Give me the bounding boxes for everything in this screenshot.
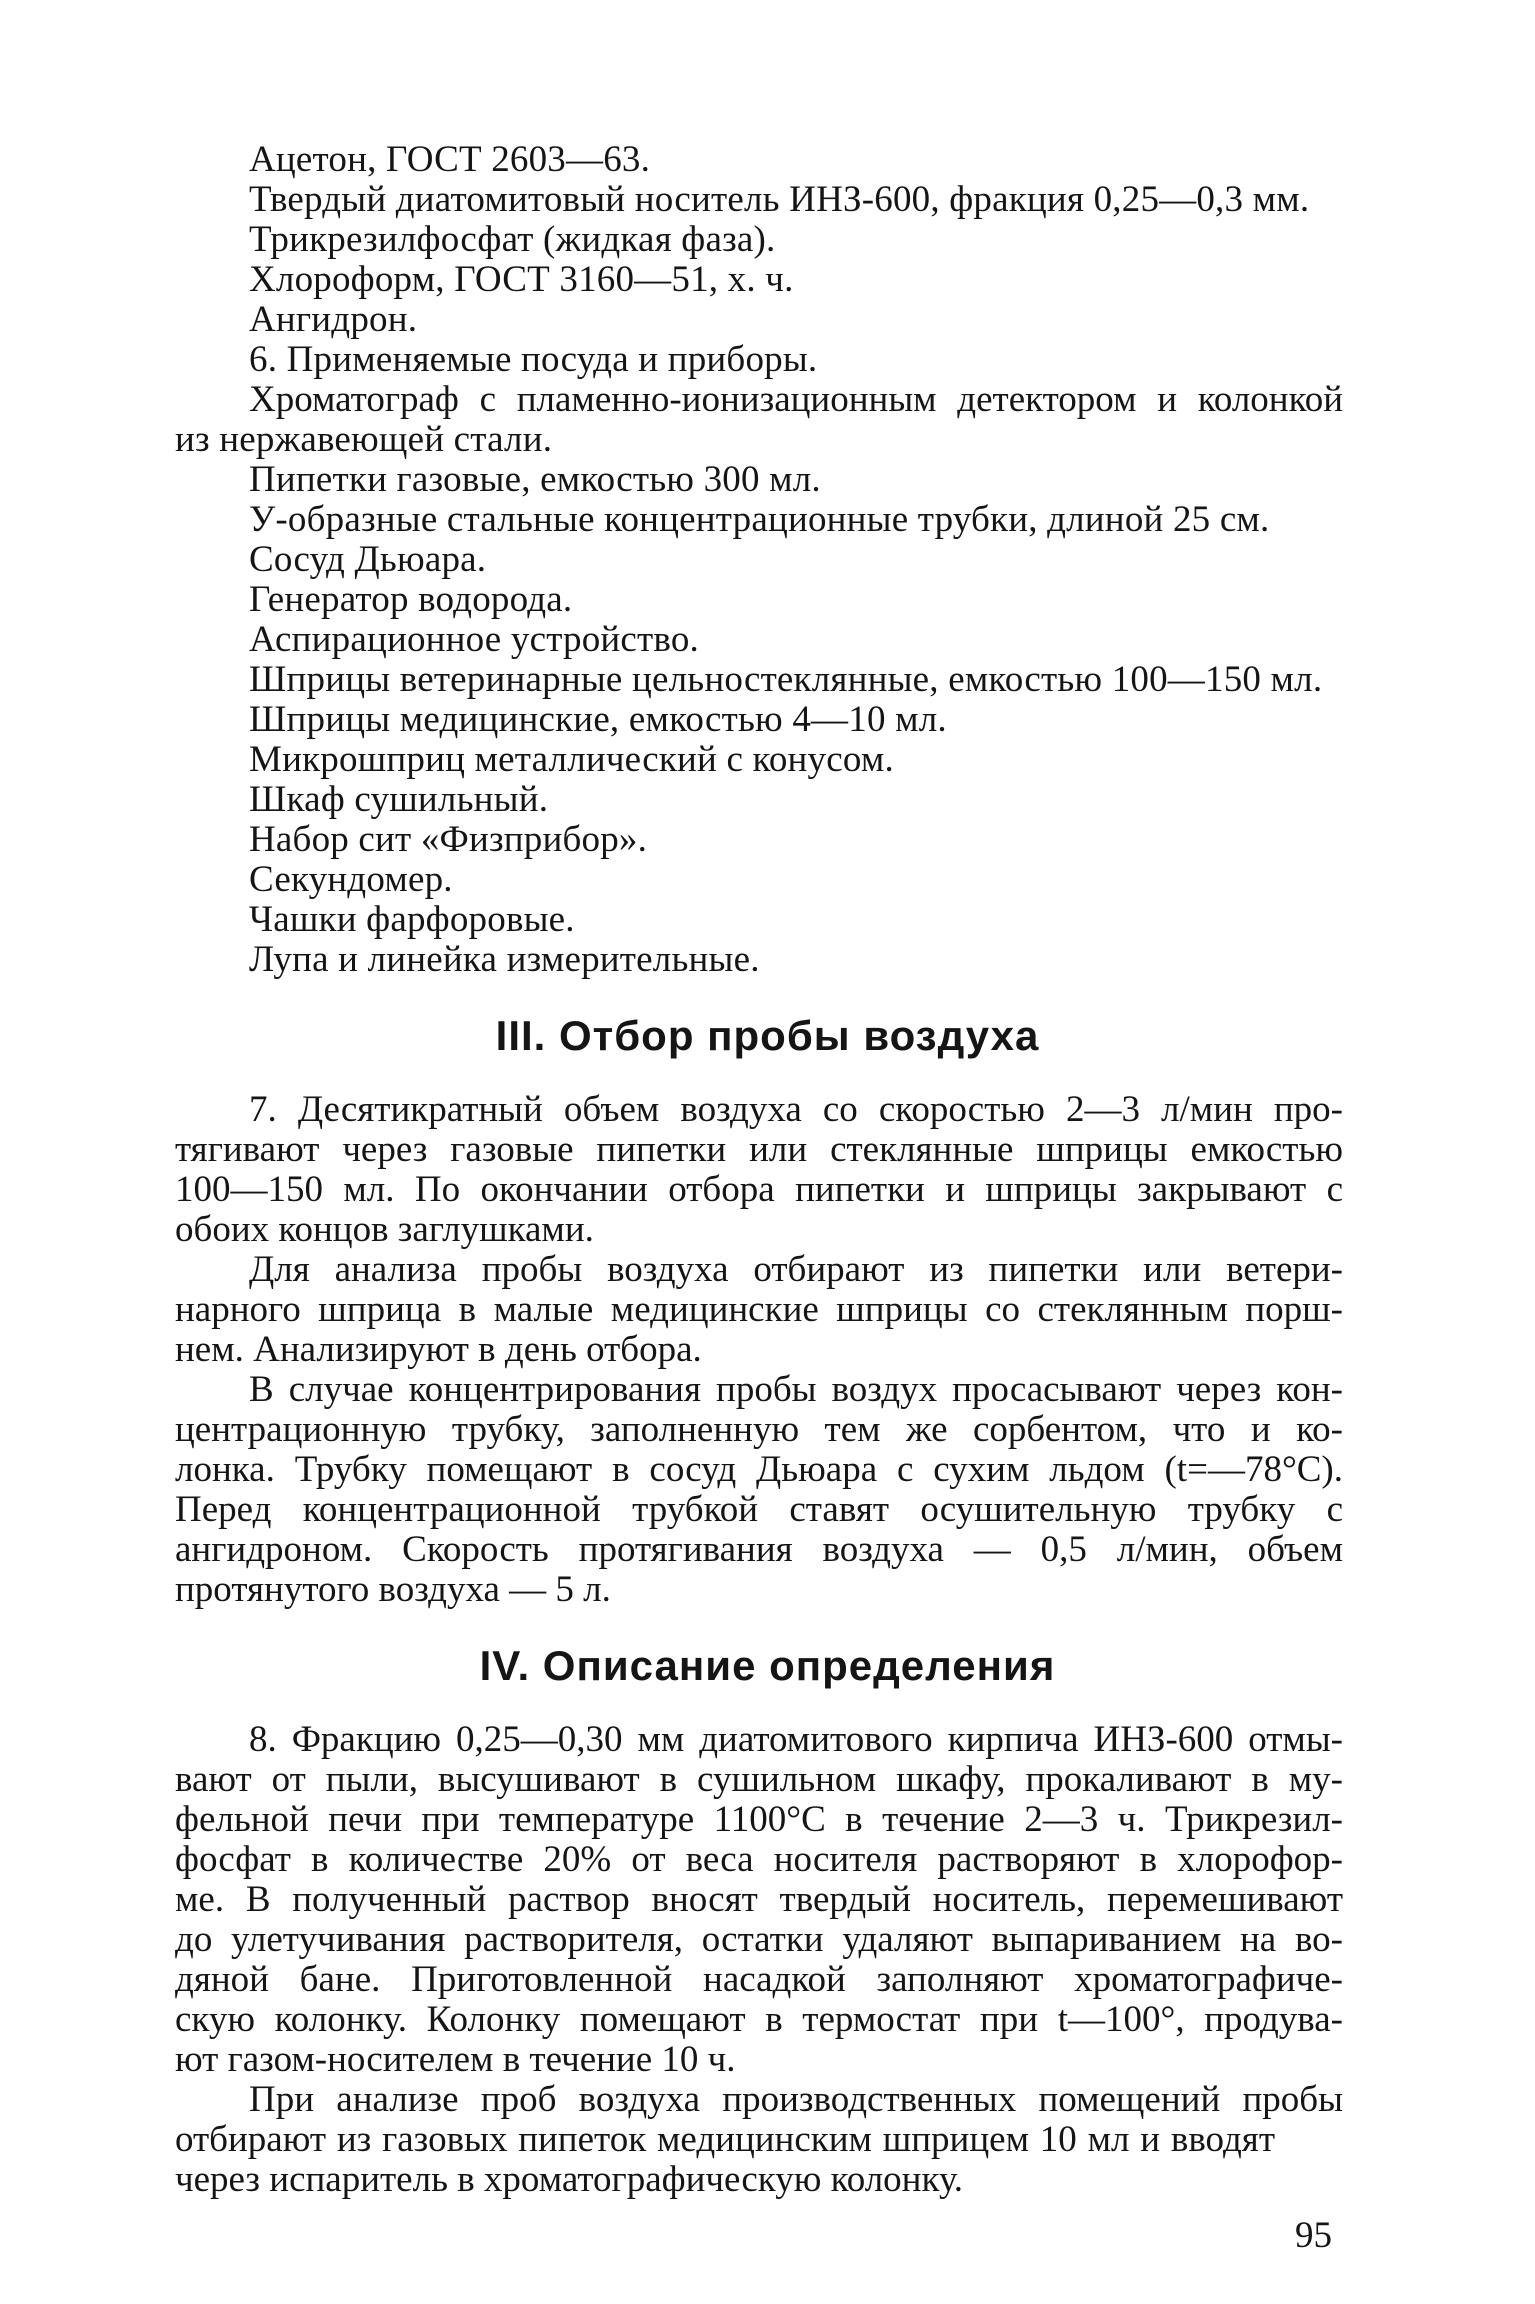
equipment-item: У-образные стальные концентрационные трубки, длиной 25 см. xyxy=(249,499,1270,540)
equipment-item: Секундомер. xyxy=(249,859,453,900)
section-4-p1-line: фельной печи при температуре 1100°С в течение 2—3 ч. Трикрезил- xyxy=(175,1799,1343,1840)
material-chloroform: Хлороформ, ГОСТ 3160—51, х. ч. xyxy=(249,259,794,300)
material-tricresylphosphate: Трикрезилфосфат (жидкая фаза). xyxy=(249,219,776,260)
section-6-title: 6. Применяемые посуда и приборы. xyxy=(249,339,818,380)
section-4-p2-line: отбирают из газовых пипеток медицинским шприцем 10 мл и вводят xyxy=(175,2119,1275,2160)
section-3-p3-line: ангидроном. Скорость протягивания воздуха — 0,5 л/мин, объем xyxy=(175,1529,1343,1570)
section-4-heading: IV. Описание определения xyxy=(479,1642,1056,1689)
equipment-item: Шприцы ветеринарные цельностеклянные, емкостью 100—150 мл. xyxy=(249,659,1323,700)
page-number: 95 xyxy=(1295,2215,1332,2256)
equipment-item: Шприцы медицинские, емкостью 4—10 мл. xyxy=(249,699,947,740)
equipment-item: Лупа и линейка измерительные. xyxy=(249,939,760,980)
section-4-p1-line: дяной бане. Приготовленной насадкой заполняют хроматографиче- xyxy=(175,1959,1343,2000)
section-3-p2-line: нарного шприца в малые медицинские шприцы со стеклянным порш- xyxy=(175,1289,1343,1330)
equipment-item: Шкаф сушильный. xyxy=(249,779,549,820)
section-3-p2-line: Для анализа пробы воздуха отбирают из пипетки или ветери- xyxy=(249,1249,1343,1290)
equipment-item: Генератор водорода. xyxy=(249,579,573,620)
section-4-p1-line: вают от пыли, высушивают в сушильном шкафу, прокаливают в му- xyxy=(175,1759,1343,1800)
section-3-p3-line: В случае концентрирования пробы воздух просасывают через кон- xyxy=(249,1369,1343,1410)
equipment-item: Чашки фарфоровые. xyxy=(249,899,575,940)
section-4-p2-line: через испаритель в хроматографическую колонку. xyxy=(175,2159,963,2200)
section-6-intro-line-1: Хроматограф с пламенно-ионизационным детектором и колонкой xyxy=(249,379,1343,420)
section-4-p1-line: до улетучивания растворителя, остатки удаляют выпариванием на во- xyxy=(175,1919,1343,1960)
material-anhydrone: Ангидрон. xyxy=(249,299,418,340)
section-3-p3-line: Перед концентрационной трубкой ставят осушительную трубку с xyxy=(175,1489,1343,1530)
material-carrier: Твердый диатомитовый носитель ИНЗ-600, фракция 0,25—0,3 мм. xyxy=(249,179,1310,220)
section-3-p1-line: тягивают через газовые пипетки или стеклянные шприцы емкостью xyxy=(175,1129,1343,1170)
equipment-item: Пипетки газовые, емкостью 300 мл. xyxy=(249,459,821,500)
equipment-item: Микрошприц металлический с конусом. xyxy=(249,739,894,780)
section-3-p1-line: обоих концов заглушками. xyxy=(175,1209,594,1250)
section-3-p3-line: протянутого воздуха — 5 л. xyxy=(175,1569,611,1610)
section-4-p1-line: 8. Фракцию 0,25—0,30 мм диатомитового кирпича ИНЗ-600 отмы- xyxy=(249,1719,1343,1760)
equipment-item: Сосуд Дьюара. xyxy=(249,539,487,580)
section-3-p1-line: 100—150 мл. По окончании отбора пипетки и шприцы закрывают с xyxy=(175,1169,1343,1210)
section-4-p1-line: скую колонку. Колонку помещают в термостат при t—100°, продува- xyxy=(175,1999,1343,2040)
section-3-p2-line: нем. Анализируют в день отбора. xyxy=(175,1329,702,1370)
section-4-p2-line: При анализе проб воздуха производственных помещений пробы xyxy=(249,2079,1343,2120)
section-3-p3-line: центрационную трубку, заполненную тем же сорбентом, что и ко- xyxy=(175,1409,1343,1450)
equipment-item: Аспирационное устройство. xyxy=(249,619,699,660)
equipment-item: Набор сит «Физприбор». xyxy=(249,819,648,860)
section-4-p1-line: ют газом-носителем в течение 10 ч. xyxy=(175,2039,736,2080)
section-4-p1-line: ме. В полученный раствор вносят твердый носитель, перемешивают xyxy=(175,1879,1343,1920)
material-acetone: Ацетон, ГОСТ 2603—63. xyxy=(249,139,651,180)
section-4-p1-line: фосфат в количестве 20% от веса носителя растворяют в хлорофор- xyxy=(175,1839,1343,1880)
section-6-intro-line-2: из нержавеющей стали. xyxy=(175,419,553,460)
section-3-heading: III. Отбор пробы воздуха xyxy=(495,1012,1040,1059)
section-3-p3-line: лонка. Трубку помещают в сосуд Дьюара с сухим льдом (t=—78°С). xyxy=(175,1449,1343,1490)
section-3-p1-line: 7. Десятикратный объем воздуха со скоростью 2—3 л/мин про- xyxy=(249,1089,1343,1130)
